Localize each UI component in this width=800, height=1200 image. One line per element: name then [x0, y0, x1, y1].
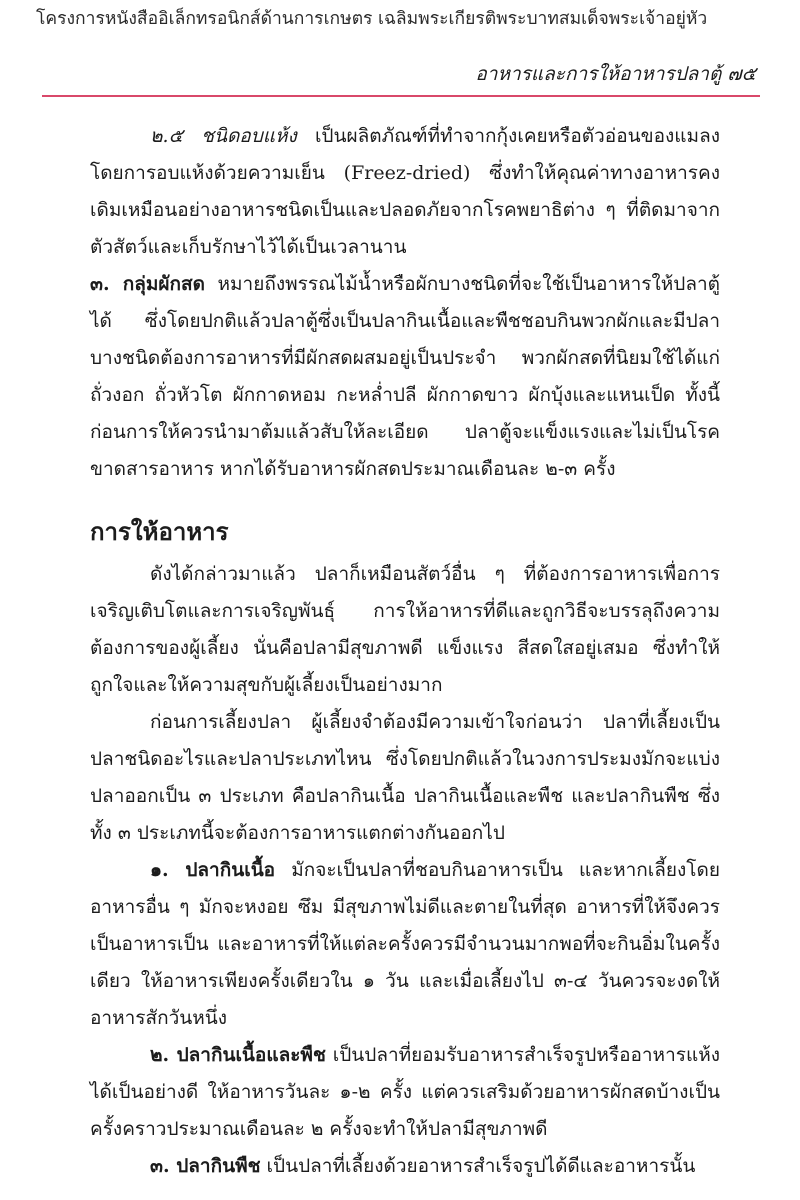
page-number: ๗๕: [727, 63, 756, 85]
freeze-dried-text: เป็นผลิตภัณฑ์ที่ทำจากกุ้งเคยหรือตัวอ่อนของแมลงโดยการอบแห้งด้วยความเย็น (Freez-dried) ซึ่งทำให้คุณค่าทางอาหารคงเดิมเหมือนอย่างอาหารชนิดเป็นและปลอดภัยจากโรคพยาธิต่าง ๆ ที่ติดมาจากตัวสัตว์และเก็บรักษาไว้ได้เป็นเวลานาน: [90, 125, 720, 258]
herbivores-text: เป็นปลาที่เลี้ยงด้วยอาหารสำเร็จรูปได้ดีและอาหารนั้น: [260, 1155, 696, 1177]
paragraph-carnivores: [90, 852, 720, 1037]
carnivores-label: ๑. ปลากินเนื้อ: [150, 859, 276, 881]
chapter-title: อาหารและการให้อาหารปลาตู้: [475, 63, 722, 85]
series-title: โครงการหนังสืออิเล็กทรอนิกส์ด้านการเกษตร เฉลิมพระเกียรติพระบาทสมเด็จพระเจ้าอยู่หัว: [36, 9, 708, 29]
freeze-dried-label: ๒.๕ ชนิดอบแห้ง: [150, 125, 297, 147]
header-divider: [42, 95, 760, 97]
paragraph-omnivores: [90, 1037, 720, 1148]
paragraph-herbivores: [90, 1148, 720, 1185]
herbivores-label: ๓. ปลากินพืช: [150, 1155, 261, 1177]
omnivores-label: ๒. ปลากินเนื้อและพืช: [150, 1044, 326, 1066]
fresh-vegetables-label: ๓. กลุ่มผักสด: [90, 273, 205, 295]
paragraph-freeze-dried: [90, 118, 720, 266]
omnivores-text: เป็นปลาที่ยอมรับอาหารสำเร็จรูปหรืออาหารแห้งได้เป็นอย่างดี ให้อาหารวันละ ๑-๒ ครั้ง แต่ควรเสริมด้วยอาหารผักสดบ้างเป็นครั้งคราวประมาณเดือนละ ๒ ครั้งจะทำให้ปลามีสุขภาพดี: [90, 1044, 721, 1140]
section-heading-feeding: การให้อาหาร: [90, 518, 229, 546]
page-body: [90, 118, 720, 1185]
running-head: [475, 60, 756, 88]
carnivores-text: มักจะเป็นปลาที่ชอบกินอาหารเป็น และหากเลี้ยงโดยอาหารอื่น ๆ มักจะหงอย ซึม มีสุขภาพไม่ดีและตายในที่สุด อาหารที่ให้จึงควรเป็นอาหารเป็น และอาหารที่ให้แต่ละครั้งควรมีจำนวนมากพอที่จะกินอิ่มในครั้งเดียว ให้อาหารเพียงครั้งเดียวใน ๑ วัน และเมื่อเลี้ยงไป ๓-๔ วันควรจะงดให้อาหารสักวันหนึ่ง: [90, 859, 720, 1029]
paragraph-fresh-vegetables: [90, 266, 720, 488]
paragraph-fish-types: ก่อนการเลี้ยงปลา ผู้เลี้ยงจำต้องมีความเข้าใจก่อนว่า ปลาที่เลี้ยงเป็นปลาชนิดอะไรและปลาประเภทไหน ซึ่งโดยปกติแล้วในวงการประมงมักจะแบ่งปลาออกเป็น ๓ ประเภท คือปลากินเนื้อ ปลากินเนื้อและพืช และปลากินพืช ซึ่งทั้ง ๓ ประเภทนี้จะต้องการอาหารแตกต่างกันออกไป: [90, 711, 720, 844]
fresh-vegetables-text: หมายถึงพรรณไม้น้ำหรือผักบางชนิดที่จะใช้เป็นอาหารให้ปลาตู้ได้ ซึ่งโดยปกติแล้วปลาตู้ซึ่งเป็นปลากินเนื้อและพืชชอบกินพวกผักและมีปลาบางชนิดต้องการอาหารที่มีผักสดผสมอยู่เป็นประจำ พวกผักสดที่นิยมใช้ได้แก่ ถั่วงอก ถั่วหัวโต ผักกาดหอม กะหล่ำปลี ผักกาดขาว ผักบุ้งและแหนเป็ด ทั้งนี้ ก่อนการให้ควรนำมาต้มแล้วสับให้ละเอียด ปลาตู้จะแข็งแรงและไม่เป็นโรคขาดสารอาหาร หากได้รับอาหารผักสดประมาณเดือนละ ๒-๓ ครั้ง: [90, 273, 721, 480]
paragraph-feeding-intro: ดังได้กล่าวมาแล้ว ปลาก็เหมือนสัตว์อื่น ๆ ที่ต้องการอาหารเพื่อการเจริญเติบโตและการเจริญพันธุ์ การให้อาหารที่ดีและถูกวิธีจะบรรลุถึงความต้องการของผู้เลี้ยง นั่นคือปลามีสุขภาพดี แข็งแรง สีสดใสอยู่เสมอ ซึ่งทำให้ถูกใจและให้ความสุขกับผู้เลี้ยงเป็นอย่างมาก: [90, 563, 720, 696]
